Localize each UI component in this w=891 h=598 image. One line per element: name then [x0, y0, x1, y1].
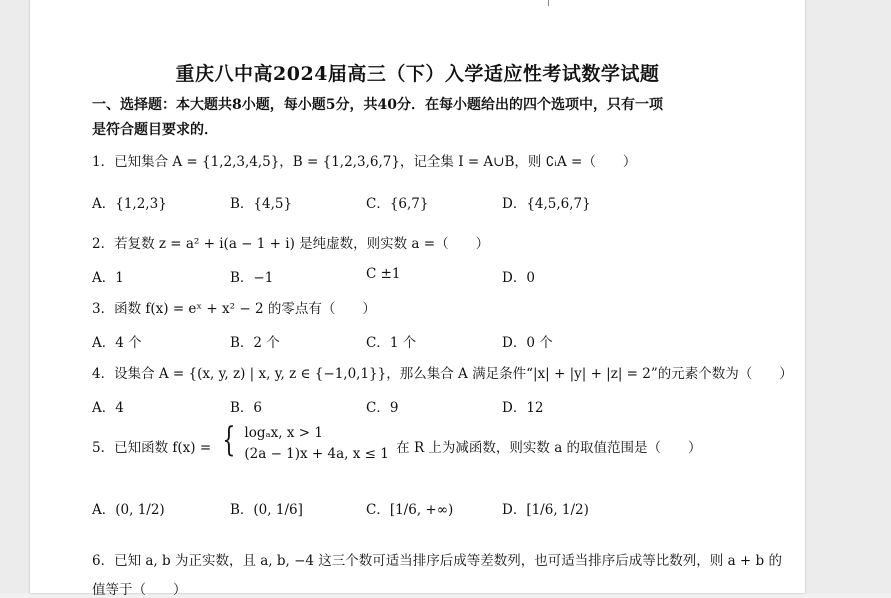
question-5-option-b: B．(0, 1/6]: [230, 502, 303, 518]
question-5-option-a: A．(0, 1/2): [92, 502, 165, 518]
right-gutter: [805, 0, 891, 593]
section-heading: [92, 93, 752, 143]
question-6-stem: 6．已知 a, b 为正实数，且 a, b, −4 这三个数可适当排序后成等差数列，也可适当排序后成等比数列，则 a + b 的: [92, 553, 782, 569]
question-1-option-b: B．{4,5}: [230, 196, 293, 212]
document-page: [30, 0, 805, 598]
piecewise-brace: {: [222, 420, 236, 460]
question-5-stem: [92, 420, 702, 465]
question-5-prefix: 5．已知函数 f(x) =: [92, 440, 212, 456]
section-heading-line2: 是符合题目要求的．: [92, 122, 218, 138]
piecewise-case-2: (2a − 1)x + 4a, x ≤ 1: [244, 446, 389, 462]
question-3-option-c: C．1 个: [366, 335, 417, 351]
question-4-stem: 4．设集合 A = {(x, y, z) | x, y, z ∈ {−1,0,1}}，那么集合 A 满足条件“|x| + |y| + |z| = 2”的元素个数为（ ）: [92, 366, 793, 382]
question-1-option-c: C．{6,7}: [366, 196, 429, 212]
question-2-option-d: D．0: [502, 270, 535, 286]
question-3-option-d: D．0 个: [502, 335, 553, 351]
question-2-option-a: A．1: [92, 270, 124, 286]
question-5-option-d: D．[1/6, 1/2): [502, 502, 589, 518]
question-1-option-d: D．{4,5,6,7}: [502, 196, 591, 212]
section-heading-line1: 一、选择题：本大题共8小题，每小题5分，共40分．在每小题给出的四个选项中，只有一项: [92, 97, 663, 113]
question-1-option-a: A．{1,2,3}: [92, 196, 167, 212]
question-4-option-a: A．4: [92, 400, 124, 416]
question-1-stem: 1．已知集合 A = {1,2,3,4,5}，B = {1,2,3,6,7}，记全集 I = A∪B，则 ∁ᵢA =（ ）: [92, 154, 637, 170]
question-6-stem-continued: 值等于（ ）: [92, 582, 187, 598]
page-title: 重庆八中高2024届高三（下）入学适应性考试数学试题: [175, 63, 660, 85]
question-3-option-b: B．2 个: [230, 335, 280, 351]
text-cursor: [548, 0, 549, 6]
left-gutter: [0, 0, 30, 593]
question-3-option-a: A．4 个: [92, 335, 142, 351]
question-4-option-b: B．6: [230, 400, 263, 416]
question-4-option-d: D．12: [502, 400, 544, 416]
question-2-option-c: C ±1: [366, 266, 401, 282]
question-3-stem: 3．函数 f(x) = eˣ + x² − 2 的零点有（ ）: [92, 301, 376, 317]
question-4-option-c: C．9: [366, 400, 399, 416]
piecewise-case-1: logₐx, x > 1: [244, 425, 323, 441]
question-2-option-b: B．−1: [230, 270, 274, 286]
question-5-option-c: C．[1/6, +∞): [366, 502, 454, 518]
question-5-suffix: 在 R 上为减函数，则实数 a 的取值范围是（ ）: [396, 440, 702, 456]
piecewise-cases: [244, 423, 388, 465]
question-2-stem: 2．若复数 z = a² + i(a − 1 + i) 是纯虚数，则实数 a =（ ）: [92, 236, 490, 252]
